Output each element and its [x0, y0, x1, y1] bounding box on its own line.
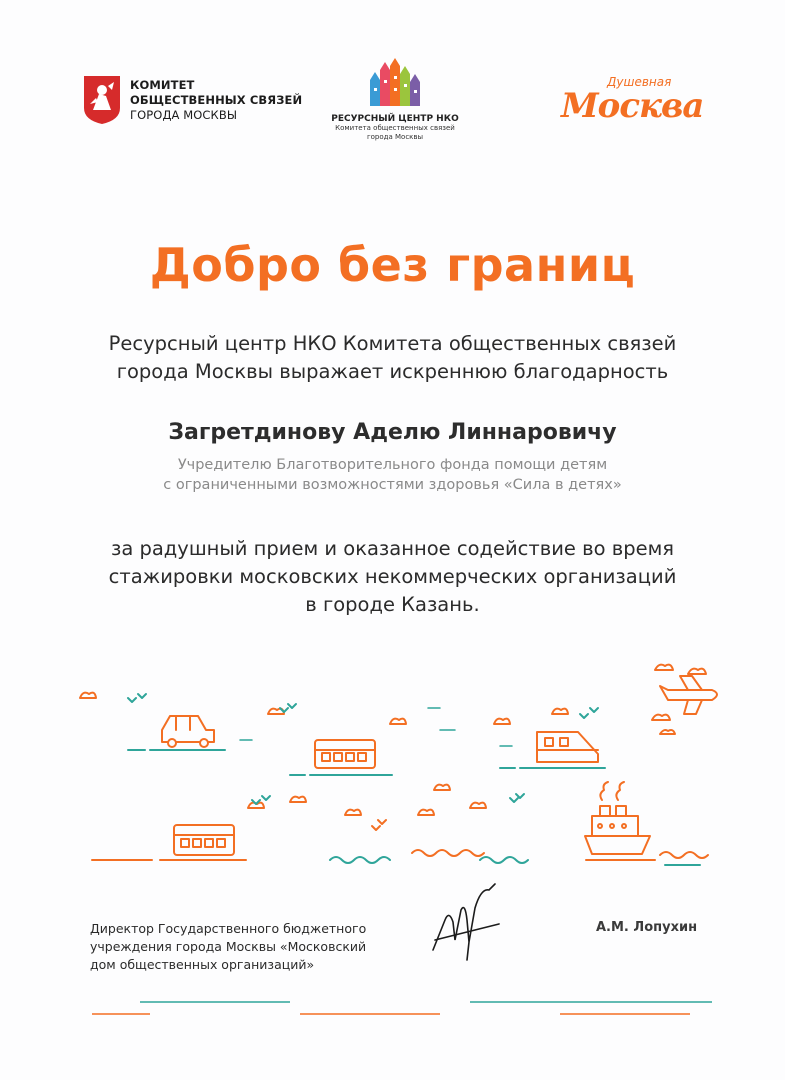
recipient-role — [80, 455, 705, 495]
reason-line: стажировки московских некоммерческих организаций — [108, 565, 677, 588]
airplane-icon — [660, 676, 717, 714]
resource-center-title: РЕСУРСНЫЙ ЦЕНТР НКО — [331, 114, 459, 124]
committee-line2: ОБЩЕСТВЕННЫХ СВЯЗЕЙ — [130, 92, 303, 107]
committee-line3: ГОРОДА МОСКВЫ — [130, 107, 238, 122]
resource-center-logo — [320, 58, 470, 142]
handwritten-signature — [425, 880, 505, 970]
committee-line1: КОМИТЕТ — [130, 77, 195, 92]
role-line: с ограниченными возможностями здоровья «Сила в детях» — [163, 477, 622, 493]
bus-icon — [174, 825, 234, 855]
role-line: Учредителю Благотворительного фонда помощи детям — [177, 457, 608, 473]
resource-center-sub2: города Москвы — [366, 133, 424, 141]
moscow-coat-of-arms-icon — [82, 74, 122, 126]
bus-icon — [315, 740, 375, 768]
committee-logo-text — [130, 78, 302, 123]
intro-line: Ресурсный центр НКО Комитета общественных связей — [108, 332, 677, 355]
director-title — [90, 920, 420, 974]
committee-logo — [82, 74, 302, 126]
travel-illustration — [0, 650, 785, 880]
train-icon — [537, 732, 598, 762]
signer-name: А.М. Лопухин — [596, 920, 698, 935]
resource-center-sub1: Комитета общественных связей — [335, 124, 455, 132]
gratitude-reason — [50, 535, 735, 619]
houses-icon — [360, 58, 430, 108]
moskva-logo-big: Москва — [561, 86, 704, 126]
moskva-logo-small: Душевная — [607, 75, 672, 89]
director-line: дом общественных организаций» — [90, 957, 315, 972]
director-line: учреждения города Москвы «Московский — [90, 939, 367, 954]
car-icon — [162, 716, 214, 747]
director-line: Директор Государственного бюджетного — [90, 921, 367, 936]
intro-line: города Москвы выражает искреннюю благодарность — [116, 360, 669, 383]
intro-text — [40, 330, 745, 386]
recipient-name: Загретдинову Аделю Линнаровичу — [168, 420, 617, 445]
dushevnaya-moskva-logo — [555, 72, 715, 142]
reason-line: за радушный прием и оказанное содействие во время — [110, 537, 675, 560]
footer-lines — [0, 990, 785, 1020]
ship-icon — [585, 806, 650, 854]
reason-line: в городе Казань. — [305, 593, 480, 616]
certificate-title: Добро без границ — [149, 238, 636, 292]
